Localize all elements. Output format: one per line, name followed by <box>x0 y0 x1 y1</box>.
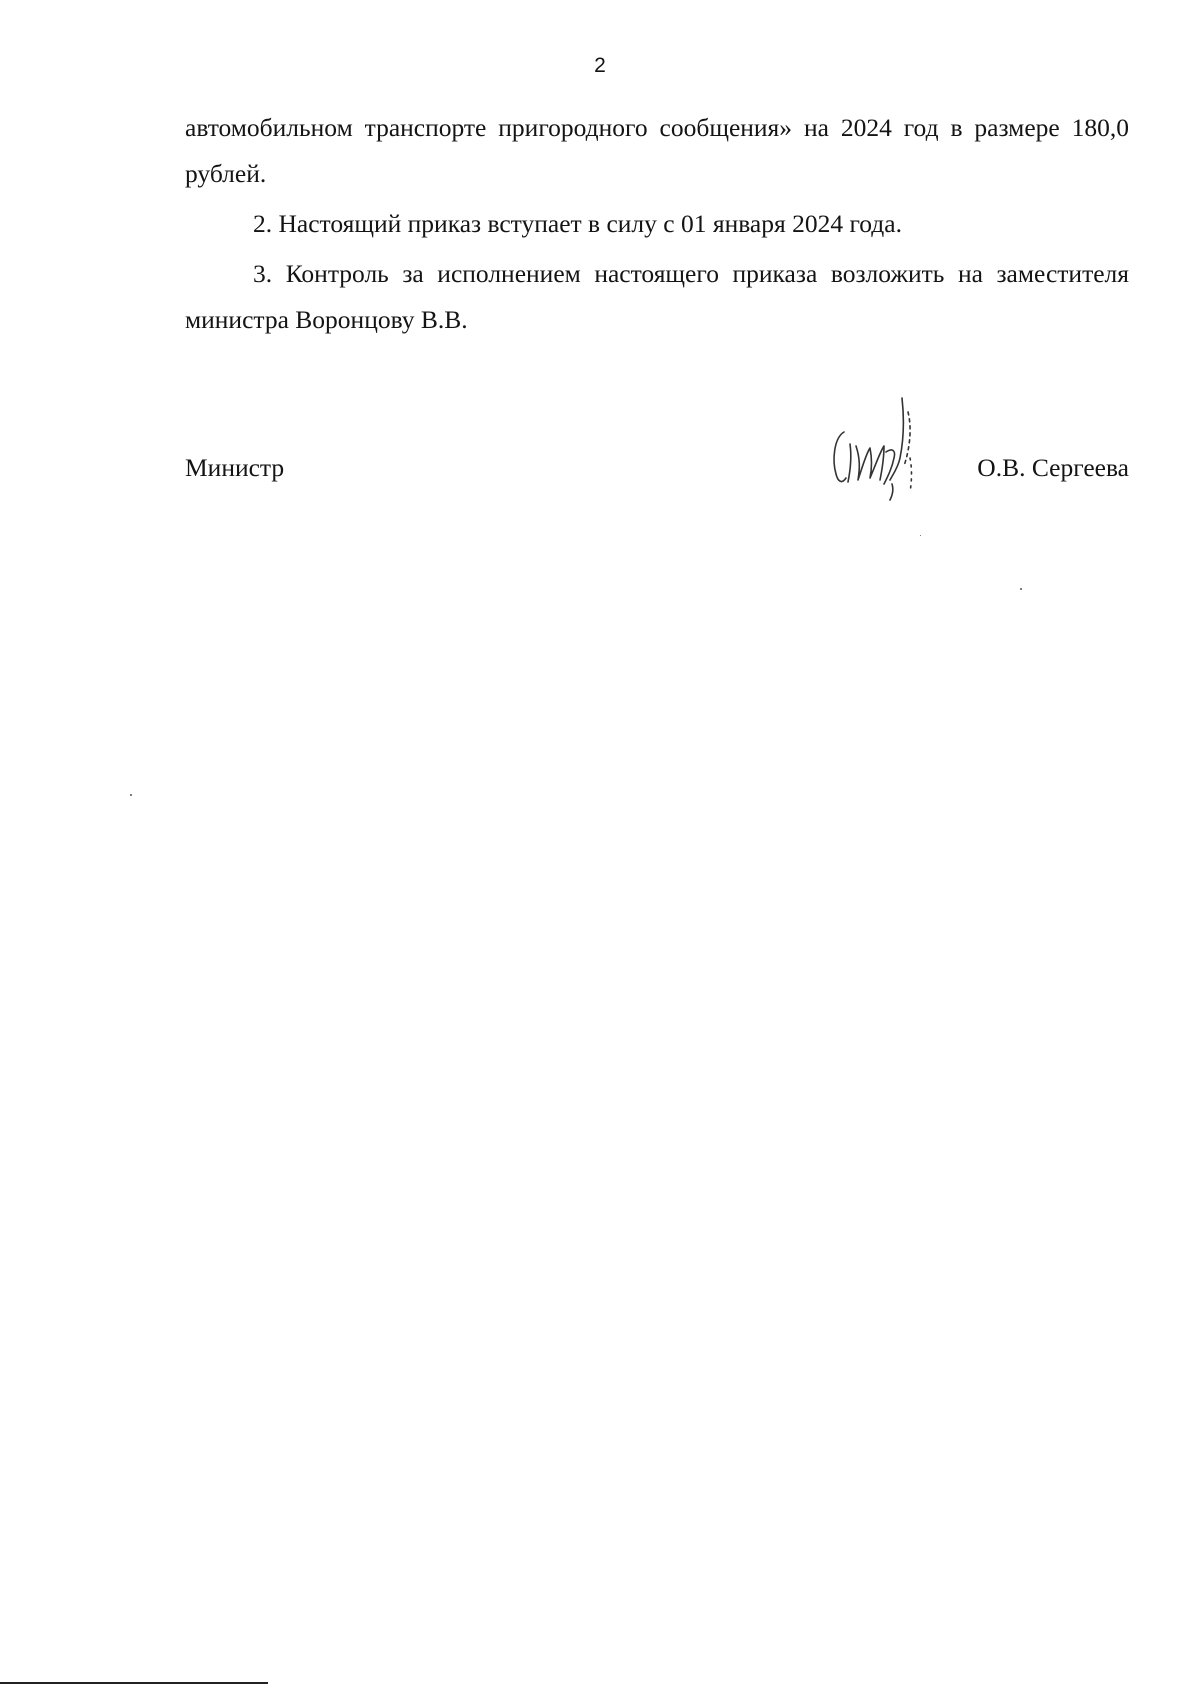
footer-rule <box>0 1682 268 1684</box>
page-number: 2 <box>594 54 606 77</box>
document-body <box>185 105 1129 343</box>
paragraph-item-2: 2. Настоящий приказ вступает в силу с 01 января 2024 года. <box>253 209 902 238</box>
signatory-title: Министр <box>185 453 285 482</box>
scan-speck <box>920 535 921 536</box>
scan-speck <box>1020 588 1022 590</box>
paragraph-continuation: автомобильном транспорте пригородного сообщения» на 2024 год в размере 180,0 рублей. <box>185 113 1129 188</box>
scan-speck <box>130 794 132 796</box>
paragraph-item-3: 3. Контроль за исполнением настоящего приказа возложить на заместителя министра Воронцову В.В. <box>185 259 1129 334</box>
signature-block <box>185 440 1129 500</box>
handwritten-signature-icon <box>820 388 940 513</box>
signatory-name: О.В. Сергеева <box>977 453 1129 482</box>
